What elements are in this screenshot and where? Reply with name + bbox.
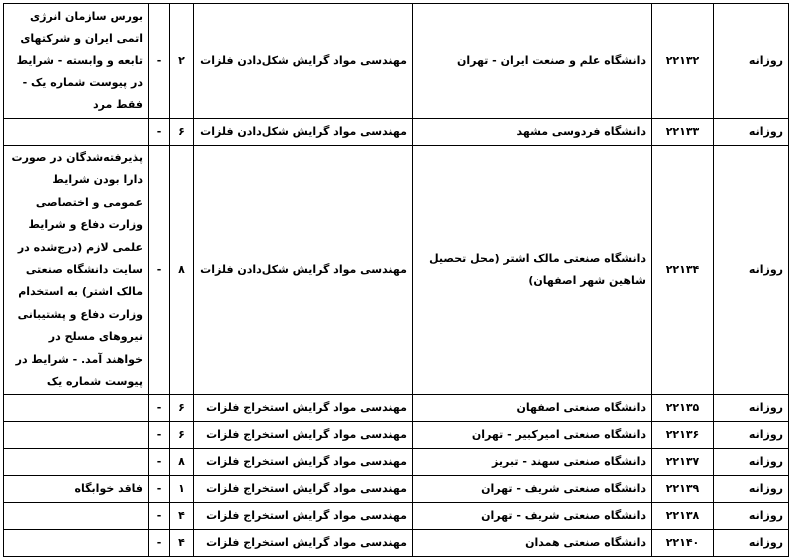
gender-cell: -	[149, 146, 170, 395]
table-row	[4, 530, 789, 557]
code-cell: ۲۲۱۴۰	[652, 530, 714, 557]
table-row	[4, 422, 789, 449]
university-cell: دانشگاه صنعتی سهند - تبریز	[413, 449, 652, 476]
university-cell: دانشگاه صنعتی مالک اشتر (محل تحصیل شاهین شهر اصفهان)	[413, 146, 652, 395]
code-cell: ۲۲۱۳۳	[652, 119, 714, 146]
gender-cell: -	[149, 449, 170, 476]
table-row	[4, 503, 789, 530]
field-cell: مهندسی مواد گرایش شکل‌دادن فلزات	[194, 4, 413, 119]
gender-cell: -	[149, 476, 170, 503]
capacity-cell: ۶	[170, 422, 194, 449]
course-type-cell: روزانه	[714, 530, 789, 557]
field-cell: مهندسی مواد گرایش شکل‌دادن فلزات	[194, 119, 413, 146]
course-type-cell: روزانه	[714, 4, 789, 119]
capacity-cell: ۲	[170, 4, 194, 119]
university-cell: دانشگاه صنعتی شریف - تهران	[413, 503, 652, 530]
course-type-cell: روزانه	[714, 503, 789, 530]
table-row	[4, 395, 789, 422]
code-cell: ۲۲۱۳۸	[652, 503, 714, 530]
gender-cell: -	[149, 503, 170, 530]
notes-cell: پذیرفته‌شدگان در صورت دارا بودن شرایط عمومی و اختصاصی وزارت دفاع و شرایط علمی لازم (درج‌شده در سایت دانشگاه صنعتی مالک اشتر) به استخدام وزارت دفاع و پشتیبانی نیروهای مسلح در خواهند آمد. - شرایط در پیوست شماره یک	[4, 146, 149, 395]
gender-cell: -	[149, 395, 170, 422]
notes-cell	[4, 395, 149, 422]
field-cell: مهندسی مواد گرایش استخراج فلزات	[194, 503, 413, 530]
field-cell: مهندسی مواد گرایش استخراج فلزات	[194, 422, 413, 449]
code-cell: ۲۲۱۳۴	[652, 146, 714, 395]
table-row	[4, 476, 789, 503]
code-cell: ۲۲۱۳۶	[652, 422, 714, 449]
notes-cell	[4, 119, 149, 146]
course-type-cell: روزانه	[714, 146, 789, 395]
university-cell: دانشگاه صنعتی همدان	[413, 530, 652, 557]
table-row	[4, 119, 789, 146]
capacity-cell: ۸	[170, 146, 194, 395]
university-cell: دانشگاه صنعتی شریف - تهران	[413, 476, 652, 503]
gender-cell: -	[149, 530, 170, 557]
table-row	[4, 146, 789, 395]
gender-cell: -	[149, 119, 170, 146]
capacity-cell: ۴	[170, 503, 194, 530]
capacity-cell: ۴	[170, 530, 194, 557]
table-row	[4, 449, 789, 476]
capacity-cell: ۸	[170, 449, 194, 476]
university-cell: دانشگاه صنعتی امیرکبیر - تهران	[413, 422, 652, 449]
code-cell: ۲۲۱۳۲	[652, 4, 714, 119]
notes-cell	[4, 503, 149, 530]
course-type-cell: روزانه	[714, 422, 789, 449]
notes-cell	[4, 530, 149, 557]
gender-cell: -	[149, 422, 170, 449]
notes-cell	[4, 422, 149, 449]
course-type-cell: روزانه	[714, 449, 789, 476]
admission-table	[3, 3, 789, 557]
field-cell: مهندسی مواد گرایش استخراج فلزات	[194, 530, 413, 557]
notes-cell	[4, 449, 149, 476]
course-type-cell: روزانه	[714, 119, 789, 146]
university-cell: دانشگاه فردوسی مشهد	[413, 119, 652, 146]
field-cell: مهندسی مواد گرایش استخراج فلزات	[194, 395, 413, 422]
field-cell: مهندسی مواد گرایش استخراج فلزات	[194, 476, 413, 503]
course-type-cell: روزانه	[714, 476, 789, 503]
code-cell: ۲۲۱۳۷	[652, 449, 714, 476]
field-cell: مهندسی مواد گرایش شکل‌دادن فلزات	[194, 146, 413, 395]
table-body	[4, 4, 789, 557]
notes-cell: فاقد خوابگاه	[4, 476, 149, 503]
university-cell: دانشگاه صنعتی اصفهان	[413, 395, 652, 422]
university-cell: دانشگاه علم و صنعت ایران - تهران	[413, 4, 652, 119]
gender-cell: -	[149, 4, 170, 119]
capacity-cell: ۶	[170, 119, 194, 146]
notes-cell: بورس سازمان انرژی اتمی ایران و شرکتهای تابعه و وابسته - شرایط در پیوست شماره یک - فقط مرد	[4, 4, 149, 119]
table-row	[4, 4, 789, 119]
course-type-cell: روزانه	[714, 395, 789, 422]
capacity-cell: ۶	[170, 395, 194, 422]
capacity-cell: ۱	[170, 476, 194, 503]
field-cell: مهندسی مواد گرایش استخراج فلزات	[194, 449, 413, 476]
code-cell: ۲۲۱۳۹	[652, 476, 714, 503]
code-cell: ۲۲۱۳۵	[652, 395, 714, 422]
